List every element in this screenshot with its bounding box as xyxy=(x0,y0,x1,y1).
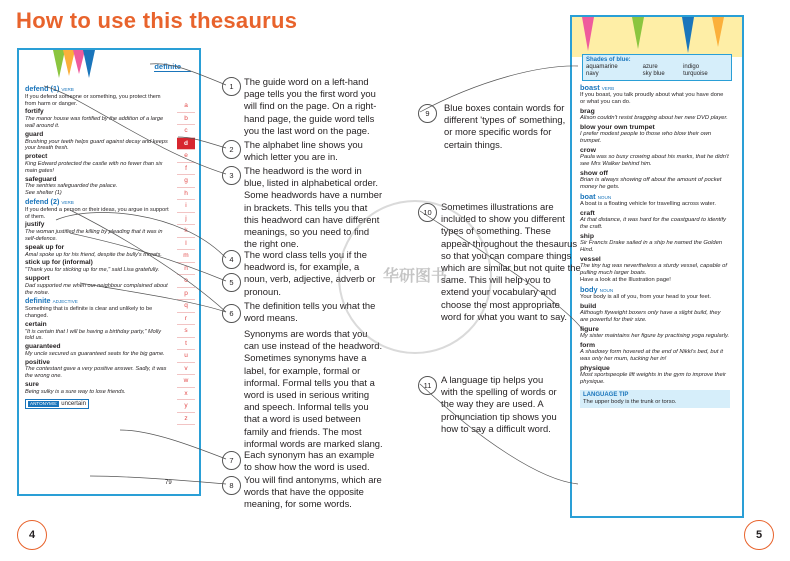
explanation-text: The guide word on a left-hand page tells you the first word you will find on the page. On a right-hand page, the guide word tells you the last word on the page. xyxy=(244,76,377,136)
alphabet-letter: q xyxy=(177,300,195,313)
alphabet-letter: a xyxy=(177,100,195,113)
synonym: support xyxy=(25,274,50,282)
headword xyxy=(25,86,171,94)
synonym: protect xyxy=(25,153,48,161)
alphabet-letter: u xyxy=(177,350,195,363)
synonym: brag xyxy=(580,108,595,115)
synonym: vessel xyxy=(580,256,601,263)
callout-number: 4 xyxy=(222,250,241,269)
alphabet-letter: c xyxy=(177,125,195,138)
antonyms-label: ANTONYMS: xyxy=(30,400,58,406)
example: The sentries safeguarded the palace. xyxy=(25,183,118,190)
example: "It is certain that I will be having a birthday party," Molly told us. xyxy=(25,328,162,342)
headword-text: boat xyxy=(580,192,596,201)
illustration-note: Have a look at the Illustration page! xyxy=(580,277,671,283)
explanation-text: Sometimes illustrations are included to show you different types of something. These appear throughout the thesaurus so that you can compare things which are similar but not quite the same. This will help you to extend your vocabulary and choose the most appropriate word for what you want to say. xyxy=(441,201,581,322)
example: Brian is always showing off about the amount of pocket money he gets. xyxy=(580,177,722,190)
alphabet-letter: i xyxy=(177,200,195,213)
page-number-right: 5 xyxy=(744,520,774,550)
explanation-text: Each synonym has an example to show how the word is used. xyxy=(244,449,375,473)
synonym: crow xyxy=(580,147,596,154)
word-class: VERB xyxy=(61,87,74,92)
guide-word: definite xyxy=(154,62,191,72)
synonym: physique xyxy=(580,365,610,372)
synonym: figure xyxy=(580,326,599,333)
definition: If you defend a person or their ideas, you argue in support of them. xyxy=(25,206,169,220)
definition: Your body is all of you, from your head to your feet. xyxy=(580,294,711,300)
synonym: form xyxy=(580,342,596,349)
example: My uncle secured us guaranteed seats for the big game. xyxy=(25,350,165,357)
example: Brushing your teeth helps guard against decay and keeps your breath fresh. xyxy=(25,138,168,152)
explanation-text: The headword is the word in blue, listed in alphabetical order. Some headwords have a number in brackets. This tells you that this headword can have different meanings, so you need to find the right one. xyxy=(244,165,383,250)
shades-table xyxy=(586,64,728,78)
headword xyxy=(25,196,171,207)
shade-word: aquamarine xyxy=(586,64,618,70)
callout-number: 8 xyxy=(222,476,241,495)
callout-number: 3 xyxy=(222,166,241,185)
callout-number: 7 xyxy=(222,451,241,470)
alphabet-letter: e xyxy=(177,150,195,163)
headword xyxy=(580,286,730,294)
alphabet-letter: r xyxy=(177,313,195,326)
synonym: sure xyxy=(25,381,39,389)
language-tip-box xyxy=(580,390,730,408)
language-tip-label: LANGUAGE TIP xyxy=(583,392,629,398)
example: Paula was so busy crowing about his marks, that he didn't see Mrs Walker behind him. xyxy=(580,154,729,167)
page-title: How to use this thesaurus xyxy=(16,8,298,33)
synonym: ship xyxy=(580,233,594,240)
explanation-text: The definition tells you what the word means. xyxy=(244,300,376,324)
synonym: certain xyxy=(25,320,47,328)
shade-word: indigo xyxy=(683,64,700,70)
alphabet-letter: l xyxy=(177,238,195,251)
synonym: stick up for (informal) xyxy=(25,259,93,267)
synonym: safeguard xyxy=(25,175,57,183)
example: Dad supported me when our neighbour complained about the noise. xyxy=(25,282,168,296)
example: Sir Francis Drake sailed in a ship he named the Golden Hind. xyxy=(580,240,723,253)
synonym: speak up for xyxy=(25,243,65,251)
shade-word: sky blue xyxy=(642,71,665,77)
left-entries xyxy=(25,84,171,409)
example: The contestant gave a very positive answer. Sadly, it was the wrong one. xyxy=(25,366,167,380)
example: Most sportspeople lift weights in the gym to improve their physique. xyxy=(580,372,726,385)
synonym: positive xyxy=(25,358,50,366)
headword xyxy=(580,193,730,201)
alphabet-letter: w xyxy=(177,375,195,388)
alphabet-letter: d xyxy=(177,138,195,151)
alphabet-letter: o xyxy=(177,275,195,288)
antonyms-value: uncertain xyxy=(61,400,86,407)
word-class: NOUN xyxy=(597,195,612,200)
antonyms-box xyxy=(25,399,89,410)
example: Amal spoke up for his friend, despite the bully's threats. xyxy=(25,251,162,258)
shade-word: navy xyxy=(586,71,599,77)
alphabet-letter: t xyxy=(177,338,195,351)
headword-text: defend (2) xyxy=(25,196,60,206)
synonym: fortify xyxy=(25,108,44,116)
alphabet-letter: b xyxy=(177,113,195,126)
alphabet-letter: y xyxy=(177,400,195,413)
alphabet-letter: z xyxy=(177,413,195,426)
example: The tiny tug was nevertheless a sturdy vessel, capable of pulling much larger boats. xyxy=(580,263,727,276)
alphabet-letter: g xyxy=(177,175,195,188)
explanation-text: Synonyms are words that you can use instead of the headword. Sometimes synonyms have a label, for example, formal or informal. Formal tells you that a word is used in serious writing and speech. Informal tells you that a word is used between family and friends. The most informal words are marked slang. xyxy=(244,328,383,449)
explanation-text: A language tip helps you with the spelling of words or the way they are used. A pronunciation tip shows you how to say a difficult word. xyxy=(441,374,557,434)
inner-page-number: 79 xyxy=(165,480,172,486)
alphabet-letter: m xyxy=(177,250,195,263)
word-class: NOUN xyxy=(599,288,614,293)
headword xyxy=(580,84,730,92)
right-entries xyxy=(580,82,730,408)
sample-left-page xyxy=(17,48,201,496)
shades-label: Shades of blue: xyxy=(586,57,631,63)
example: Although flyweight boxers only have a slight build, they are powerful for their size. xyxy=(580,310,721,323)
callout-number: 1 xyxy=(222,77,241,96)
explanation-text: Blue boxes contain words for different 'types of' something, or more specific words for certain things. xyxy=(444,102,566,150)
definition: A boat is a floating vehicle for travelling across water. xyxy=(580,201,716,207)
definition: If you boast, you talk proudly about what you have done or what you can do. xyxy=(580,92,724,105)
synonym: justify xyxy=(25,221,45,229)
shade-word: turquoise xyxy=(683,71,708,77)
language-tip-text: The upper body is the trunk or torso. xyxy=(583,399,677,405)
example: I prefer modest people to those who blow their own trumpet. xyxy=(580,131,712,144)
word-class: VERB xyxy=(601,86,615,91)
example: The woman justified the killing by pleading that it was in self-defence. xyxy=(25,229,163,242)
alphabet-line xyxy=(177,100,195,425)
synonym: show off xyxy=(580,170,608,177)
definition: If you defend someone or something, you protect them from harm or danger. xyxy=(25,93,161,107)
synonym: craft xyxy=(580,210,595,217)
watermark-seal: 华研图书 xyxy=(338,200,492,354)
callout-number: 11 xyxy=(418,376,437,395)
alphabet-letter: f xyxy=(177,163,195,176)
example: Being sulky is a sure way to lose friends. xyxy=(25,388,126,395)
explanation-text: You will find antonyms, which are words that have the opposite meaning, for some words. xyxy=(244,474,382,510)
alphabet-letter: p xyxy=(177,288,195,301)
word-class: ADJECTIVE xyxy=(52,299,78,305)
headword-text: boast xyxy=(580,83,600,92)
alphabet-letter: v xyxy=(177,363,195,376)
synonym: build xyxy=(580,303,597,310)
example: Alison couldn't resist bragging about her new DVD player. xyxy=(580,115,728,121)
synonym: guaranteed xyxy=(25,343,61,351)
headword xyxy=(25,298,171,306)
sample-right-page xyxy=(570,15,744,518)
callout-number: 9 xyxy=(418,104,437,123)
callout-number: 2 xyxy=(222,140,241,159)
definition: Something that is definite is clear and unlikely to be changed. xyxy=(25,306,153,319)
example: At that distance, it was hard for the coastguard to identify the craft. xyxy=(580,217,726,230)
crayon-decoration xyxy=(572,17,742,57)
alphabet-letter: k xyxy=(177,225,195,238)
alphabet-letter: n xyxy=(177,263,195,276)
example: King Edward protected the castle with no fewer than six main gates! xyxy=(25,160,163,174)
callout-number: 10 xyxy=(418,203,437,222)
alphabet-letter: x xyxy=(177,388,195,401)
example: A shadowy form hovered at the end of Nikki's bed, but it was only her mum, tucking her in! xyxy=(580,349,723,362)
callout-number: 5 xyxy=(222,273,241,292)
headword-text: defend (1) xyxy=(25,84,60,93)
headword-text: definite xyxy=(25,296,51,306)
explanation-text: The word class tells you if the headword is, for example, a noun, verb, adjective, adverb or pronoun. xyxy=(244,249,376,297)
synonym: guard xyxy=(25,130,44,138)
explanation-text: The alphabet line shows you which letter you are in. xyxy=(244,139,363,163)
alphabet-letter: s xyxy=(177,325,195,338)
alphabet-letter: h xyxy=(177,188,195,201)
synonym: blow your own trumpet xyxy=(580,124,655,131)
alphabet-letter: j xyxy=(177,213,195,226)
example: "Thank you for sticking up for me," said Lisa gratefully. xyxy=(25,267,160,274)
callout-number: 6 xyxy=(222,304,241,323)
example: The manor house was fortified by the addition of a large wall around it. xyxy=(25,116,164,129)
headword-text: body xyxy=(580,285,598,294)
shades-box xyxy=(582,54,732,81)
word-class: VERB xyxy=(61,199,74,205)
page-number-left: 4 xyxy=(17,520,47,550)
shade-word: azure xyxy=(642,64,658,70)
see-also: See shelter (1) xyxy=(25,190,62,197)
example: My sister maintains her figure by practising yoga regularly. xyxy=(580,333,730,339)
